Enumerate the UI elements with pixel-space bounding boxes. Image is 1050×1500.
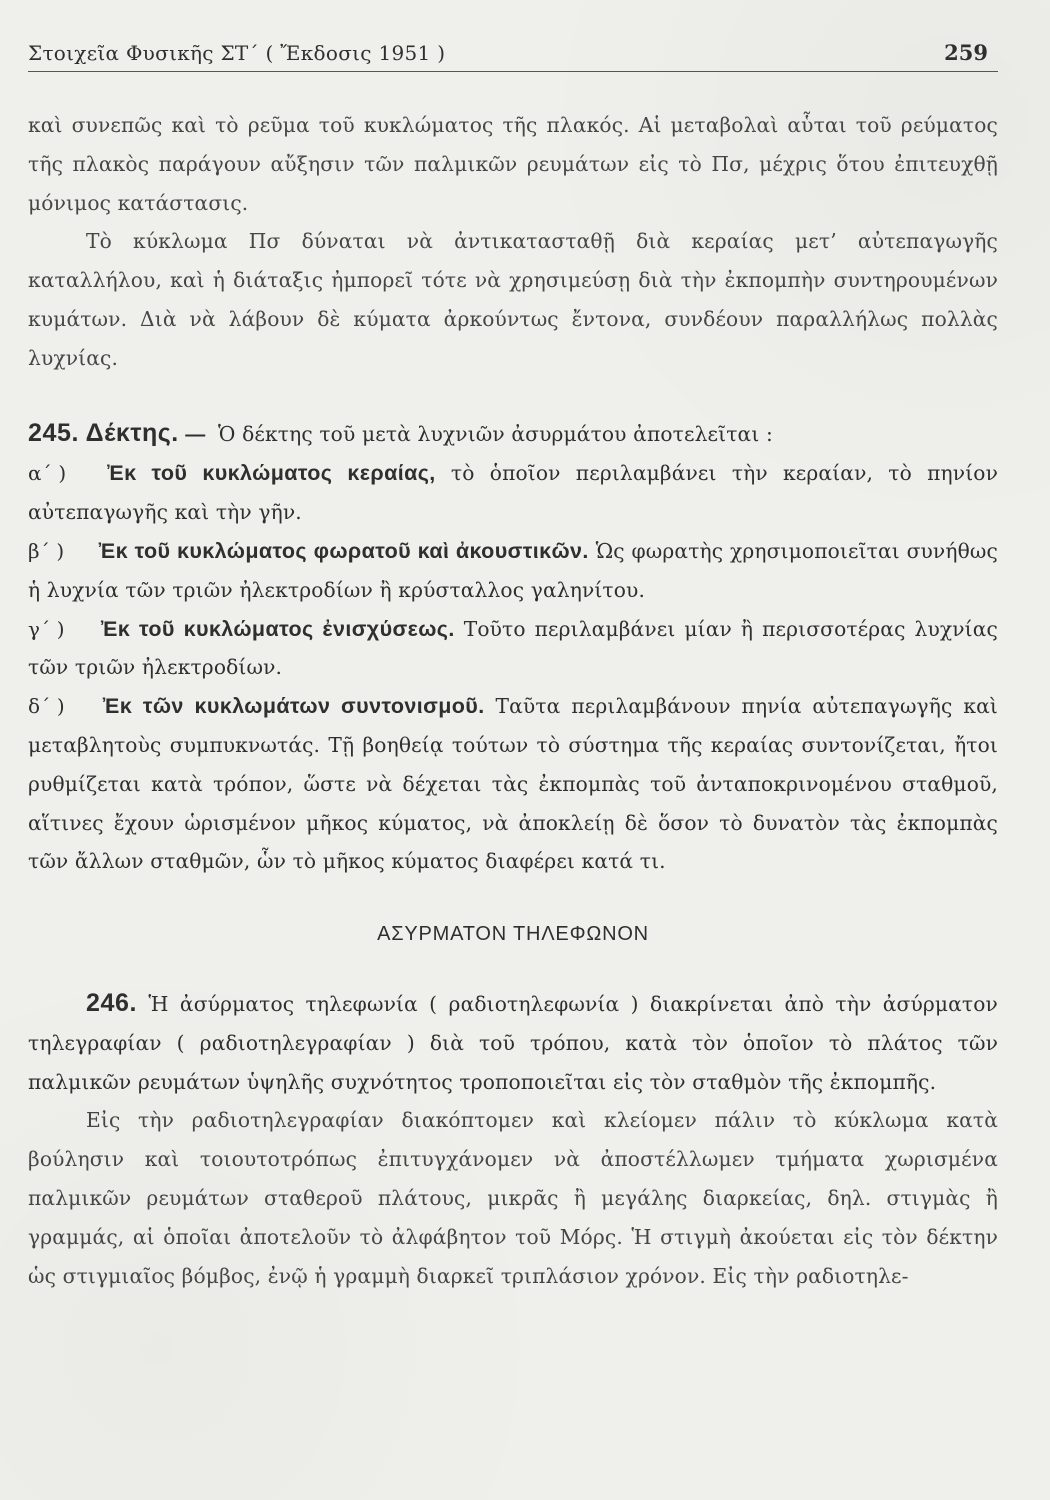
list-item-title-c: Ἐκ τοῦ κυκλώματος ἐνισχύσεως. <box>100 616 455 641</box>
section-245-heading <box>28 414 998 455</box>
section-246-number: 246. <box>86 988 138 1017</box>
section-245-dash: — <box>185 423 206 446</box>
list-item-title-a: Ἐκ τοῦ κυκλώματος κεραίας, <box>107 461 436 486</box>
list-item <box>28 610 998 688</box>
list-item <box>28 532 998 610</box>
section-246-paragraph-1 <box>28 984 998 1101</box>
list-item-label-b: β´ ) <box>28 538 65 563</box>
list-item-title-d: Ἐκ τῶν κυκλωμάτων συντονισμοῦ. <box>102 694 485 719</box>
list-item-text-a: τὸ ὁποῖον περιλαμβάνει τὴν κεραίαν, τὸ πηνίον αὐτεπαγωγῆς καὶ τὴν γῆν. <box>28 461 998 525</box>
section-245-title: Δέκτης. <box>85 418 179 447</box>
list-item <box>28 454 998 532</box>
section-245-intro: Ὁ δέκτης τοῦ μετὰ λυχνιῶν ἀσυρμάτου ἀποτελεῖται : <box>218 421 773 446</box>
list-item-label-d: δ´ ) <box>28 694 65 719</box>
running-header-title: Στοιχεῖα Φυσικῆς ΣΤ´ ( Ἔκδοσις 1951 ) <box>28 41 446 65</box>
page-header <box>28 40 998 72</box>
page-number: 259 <box>944 40 988 65</box>
section-246-paragraph-2: Εἰς τὴν ραδιοτηλεγραφίαν διακόπτομεν καὶ κλείομεν πάλιν τὸ κύκλωμα κατὰ βούλησιν καὶ τοιουτοτρόπως ἐπιτυγχάνομεν νὰ ἀποστέλλωμεν τμήματα χωρισμένα παλμικῶν ρευμάτων σταθεροῦ πλάτους, μικρᾶς ἢ μεγάλης διαρκείας, δηλ. στιγμὰς ἢ γραμμάς, αἱ ὁποῖαι ἀποτελοῦν τὸ ἀλφάβητον τοῦ Μόρς. Ἡ στιγμὴ ἀκούεται εἰς τὸν δέκτην ὡς στιγμιαῖος βόμβος, ἐνῷ ἡ γραμμὴ διαρκεῖ τριπλάσιον χρόνον. Εἰς τὴν ραδιοτηλε- <box>28 1108 998 1288</box>
intro-paragraph-1: καὶ συνεπῶς καὶ τὸ ρεῦμα τοῦ κυκλώματος τῆς πλακός. Αἱ μεταβολαὶ αὗται τοῦ ρεύματος τῆς πλακὸς παράγουν αὔξησιν τῶν παλμικῶν ρευμάτων εἰς τὸ Πσ, μέχρις ὅτου ἐπιτευχθῇ μόνιμος κατάστασις. <box>28 113 998 215</box>
list-item-text-b: Ὡς φωρατὴς χρησιμοποιεῖται συνήθως ἡ λυχνία τῶν τριῶν ἠλεκτροδίων ἢ κρύσταλλος γαληνίτου. <box>28 538 998 602</box>
section-245-number: 245. <box>28 418 80 447</box>
list-item <box>28 687 998 881</box>
section-heading-wireless-telephone: ΑΣΥΡΜΑΤΟΝ ΤΗΛΕΦΩΝΟΝ <box>377 923 649 946</box>
list-item-label-c: γ´ ) <box>28 616 65 641</box>
section-246-text-1: Ἡ ἀσύρματος τηλεφωνία ( ραδιοτηλεφωνία ) διακρίνεται ἀπὸ τὴν ἀσύρματον τηλεγραφίαν ( ραδιοτηλεγραφίαν ) διὰ τοῦ τρόπου, κατὰ τὸν ὁποῖον τὸ πλάτος τῶν παλμικῶν ρευμάτων ὑψηλῆς συχνότητος τροποποιεῖται εἰς τὸν σταθμὸν τῆς ἐκπομπῆς. <box>28 991 998 1094</box>
page-content <box>28 106 998 1295</box>
list-item-text-c: Τοῦτο περιλαμβάνει μίαν ἢ περισσοτέρας λυχνίας τῶν τριῶν ἠλεκτροδίων. <box>28 616 998 680</box>
list-item-text-d: Ταῦτα περιλαμβάνουν πηνία αὐτεπαγωγῆς καὶ μεταβλητοὺς συμπυκνωτάς. Τῇ βοηθείᾳ τούτων τὸ σύστημα τῆς κεραίας συντονίζεται, ἤτοι ρυθμίζεται κατὰ τρόπον, ὥστε νὰ δέχεται τὰς ἐκπομπὰς τοῦ ἀνταποκρινομένου σταθμοῦ, αἵτινες ἔχουν ὡρισμένον μῆκος κύματος, νὰ ἀποκλείῃ δὲ ὅσον τὸ δυνατὸν τὰς ἐκπομπὰς τῶν ἄλλων σταθμῶν, ὧν τὸ μῆκος κύματος διαφέρει κατά τι. <box>28 694 998 874</box>
list-item-title-b: Ἐκ τοῦ κυκλώματος φωρατοῦ καὶ ἀκουστικῶν. <box>98 538 589 563</box>
list-item-label-a: α´ ) <box>28 461 67 486</box>
intro-paragraph-2: Τὸ κύκλωμα Πσ δύναται νὰ ἀντικατασταθῇ διὰ κεραίας μετ’ αὐτεπαγωγῆς καταλλήλου, καὶ ἡ διάταξις ἠμπορεῖ τότε νὰ χρησιμεύσῃ διὰ τὴν ἐκπομπὴν συντηρουμένων κυμάτων. Διὰ νὰ λάβουν δὲ κύματα ἀρκούντως ἔντονα, συνδέουν παραλλήλως πολλὰς λυχνίας. <box>28 229 998 370</box>
